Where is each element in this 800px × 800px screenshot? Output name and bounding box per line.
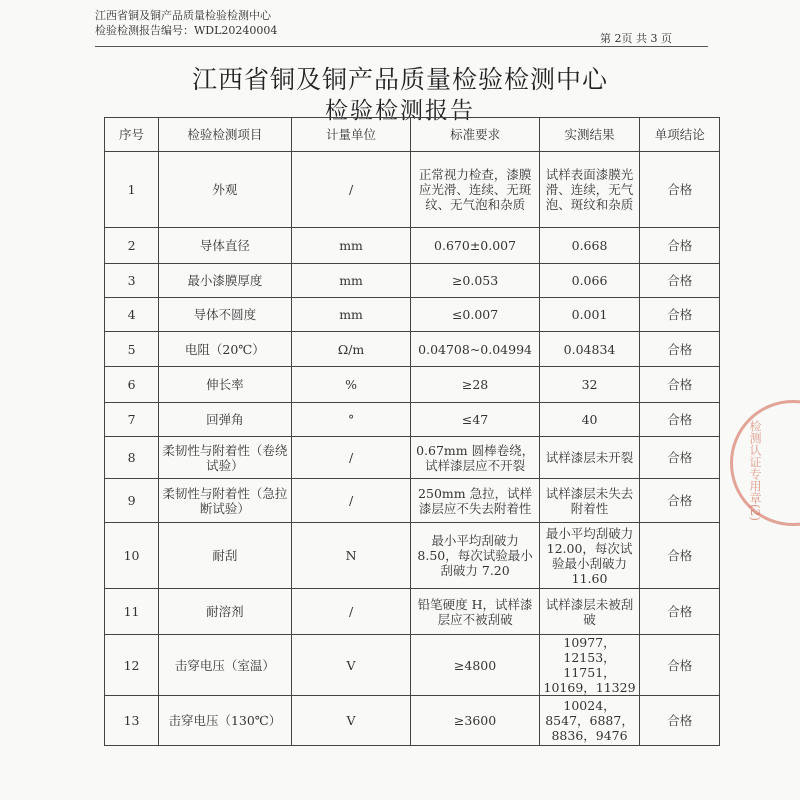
unit: mm (291, 298, 411, 332)
test-item: 耐刮 (159, 523, 292, 589)
requirement: ≥3600 (411, 696, 539, 746)
row-number: 8 (105, 437, 159, 479)
page-indicator: 第 2页 共 3 页 (600, 32, 672, 45)
measured-result: 试样漆层未开裂 (539, 437, 640, 479)
row-number: 7 (105, 403, 159, 437)
row-number: 5 (105, 332, 159, 367)
col-header-unit: 计量单位 (291, 118, 411, 152)
unit: V (291, 635, 411, 696)
test-item: 柔韧性与附着性（急拉断试验） (159, 479, 292, 523)
test-item: 电阻（20℃） (159, 332, 292, 367)
table-row (105, 332, 720, 367)
conclusion: 合格 (640, 589, 720, 635)
requirement: 0.670±0.007 (411, 228, 539, 264)
table-row (105, 264, 720, 298)
table-row (105, 635, 720, 696)
test-item: 伸长率 (159, 367, 292, 403)
col-header-requirement: 标准要求 (411, 118, 539, 152)
table-row (105, 523, 720, 589)
test-item: 柔韧性与附着性（卷绕试验） (159, 437, 292, 479)
row-number: 10 (105, 523, 159, 589)
unit: N (291, 523, 411, 589)
conclusion: 合格 (640, 437, 720, 479)
unit: / (291, 589, 411, 635)
measured-result: 10977，12153，11751，10169，11329 (539, 635, 640, 696)
unit: / (291, 479, 411, 523)
table-row (105, 696, 720, 746)
test-item: 外观 (159, 152, 292, 228)
official-seal-stamp (730, 400, 800, 526)
requirement: 0.67mm 圆棒卷绕，试样漆层应不开裂 (411, 437, 539, 479)
measured-result: 0.066 (539, 264, 640, 298)
test-item: 耐溶剂 (159, 589, 292, 635)
conclusion: 合格 (640, 367, 720, 403)
conclusion: 合格 (640, 264, 720, 298)
measured-result: 最小平均刮破力 12.00，每次试验最小刮破力 11.60 (539, 523, 640, 589)
row-number: 9 (105, 479, 159, 523)
requirement: ≥28 (411, 367, 539, 403)
row-number: 3 (105, 264, 159, 298)
col-header-item: 检验检测项目 (159, 118, 292, 152)
table-row (105, 403, 720, 437)
conclusion: 合格 (640, 523, 720, 589)
unit: Ω/m (291, 332, 411, 367)
requirement: ≤47 (411, 403, 539, 437)
test-item: 最小漆膜厚度 (159, 264, 292, 298)
table-row (105, 589, 720, 635)
col-header-no: 序号 (105, 118, 159, 152)
header-divider (95, 46, 708, 47)
table-row (105, 367, 720, 403)
conclusion: 合格 (640, 635, 720, 696)
unit: / (291, 152, 411, 228)
measured-result: 32 (539, 367, 640, 403)
document-subtitle: 检验检测报告 (325, 98, 475, 124)
row-number: 13 (105, 696, 159, 746)
conclusion: 合格 (640, 696, 720, 746)
requirement: 250mm 急拉，试样漆层应不失去附着性 (411, 479, 539, 523)
unit: ° (291, 403, 411, 437)
test-item: 导体直径 (159, 228, 292, 264)
row-number: 2 (105, 228, 159, 264)
report-number: 检验检测报告编号：WDL20240004 (95, 24, 278, 37)
test-item: 击穿电压（室温） (159, 635, 292, 696)
table-header-row (105, 118, 720, 152)
col-header-conclusion: 单项结论 (640, 118, 720, 152)
seal-text: 检测认证专用章(2) (748, 420, 762, 521)
measured-result: 试样漆层未被刮破 (539, 589, 640, 635)
test-item: 回弹角 (159, 403, 292, 437)
requirement: 0.04708~0.04994 (411, 332, 539, 367)
table-row (105, 152, 720, 228)
row-number: 11 (105, 589, 159, 635)
test-item: 导体不圆度 (159, 298, 292, 332)
measured-result: 试样表面漆膜光滑、连续，无气泡、斑纹和杂质 (539, 152, 640, 228)
page-header (95, 8, 277, 38)
conclusion: 合格 (640, 228, 720, 264)
unit: V (291, 696, 411, 746)
requirement: 铅笔硬度 H，试样漆层应不被刮破 (411, 589, 539, 635)
conclusion: 合格 (640, 298, 720, 332)
unit: mm (291, 264, 411, 298)
test-item: 击穿电压（130℃） (159, 696, 292, 746)
conclusion: 合格 (640, 332, 720, 367)
row-number: 12 (105, 635, 159, 696)
row-number: 6 (105, 367, 159, 403)
document-title: 江西省铜及铜产品质量检验检测中心 (191, 65, 608, 94)
requirement: ≥0.053 (411, 264, 539, 298)
table-row (105, 479, 720, 523)
conclusion: 合格 (640, 403, 720, 437)
row-number: 1 (105, 152, 159, 228)
requirement: 正常视力检查，漆膜应光滑、连续、无斑纹、无气泡和杂质 (411, 152, 539, 228)
measured-result: 10024，8547，6887，8836，9476 (539, 696, 640, 746)
unit: / (291, 437, 411, 479)
unit: % (291, 367, 411, 403)
col-header-result: 实测结果 (539, 118, 640, 152)
requirement: ≤0.007 (411, 298, 539, 332)
header-org: 江西省铜及铜产品质量检验检测中心 (95, 9, 271, 22)
unit: mm (291, 228, 411, 264)
measured-result: 0.04834 (539, 332, 640, 367)
requirement: ≥4800 (411, 635, 539, 696)
table-row (105, 228, 720, 264)
conclusion: 合格 (640, 152, 720, 228)
measured-result: 0.668 (539, 228, 640, 264)
table-row (105, 437, 720, 479)
conclusion: 合格 (640, 479, 720, 523)
results-table (104, 117, 720, 746)
table-row (105, 298, 720, 332)
measured-result: 试样漆层未失去附着性 (539, 479, 640, 523)
row-number: 4 (105, 298, 159, 332)
measured-result: 40 (539, 403, 640, 437)
measured-result: 0.001 (539, 298, 640, 332)
requirement: 最小平均刮破力 8.50，每次试验最小刮破力 7.20 (411, 523, 539, 589)
